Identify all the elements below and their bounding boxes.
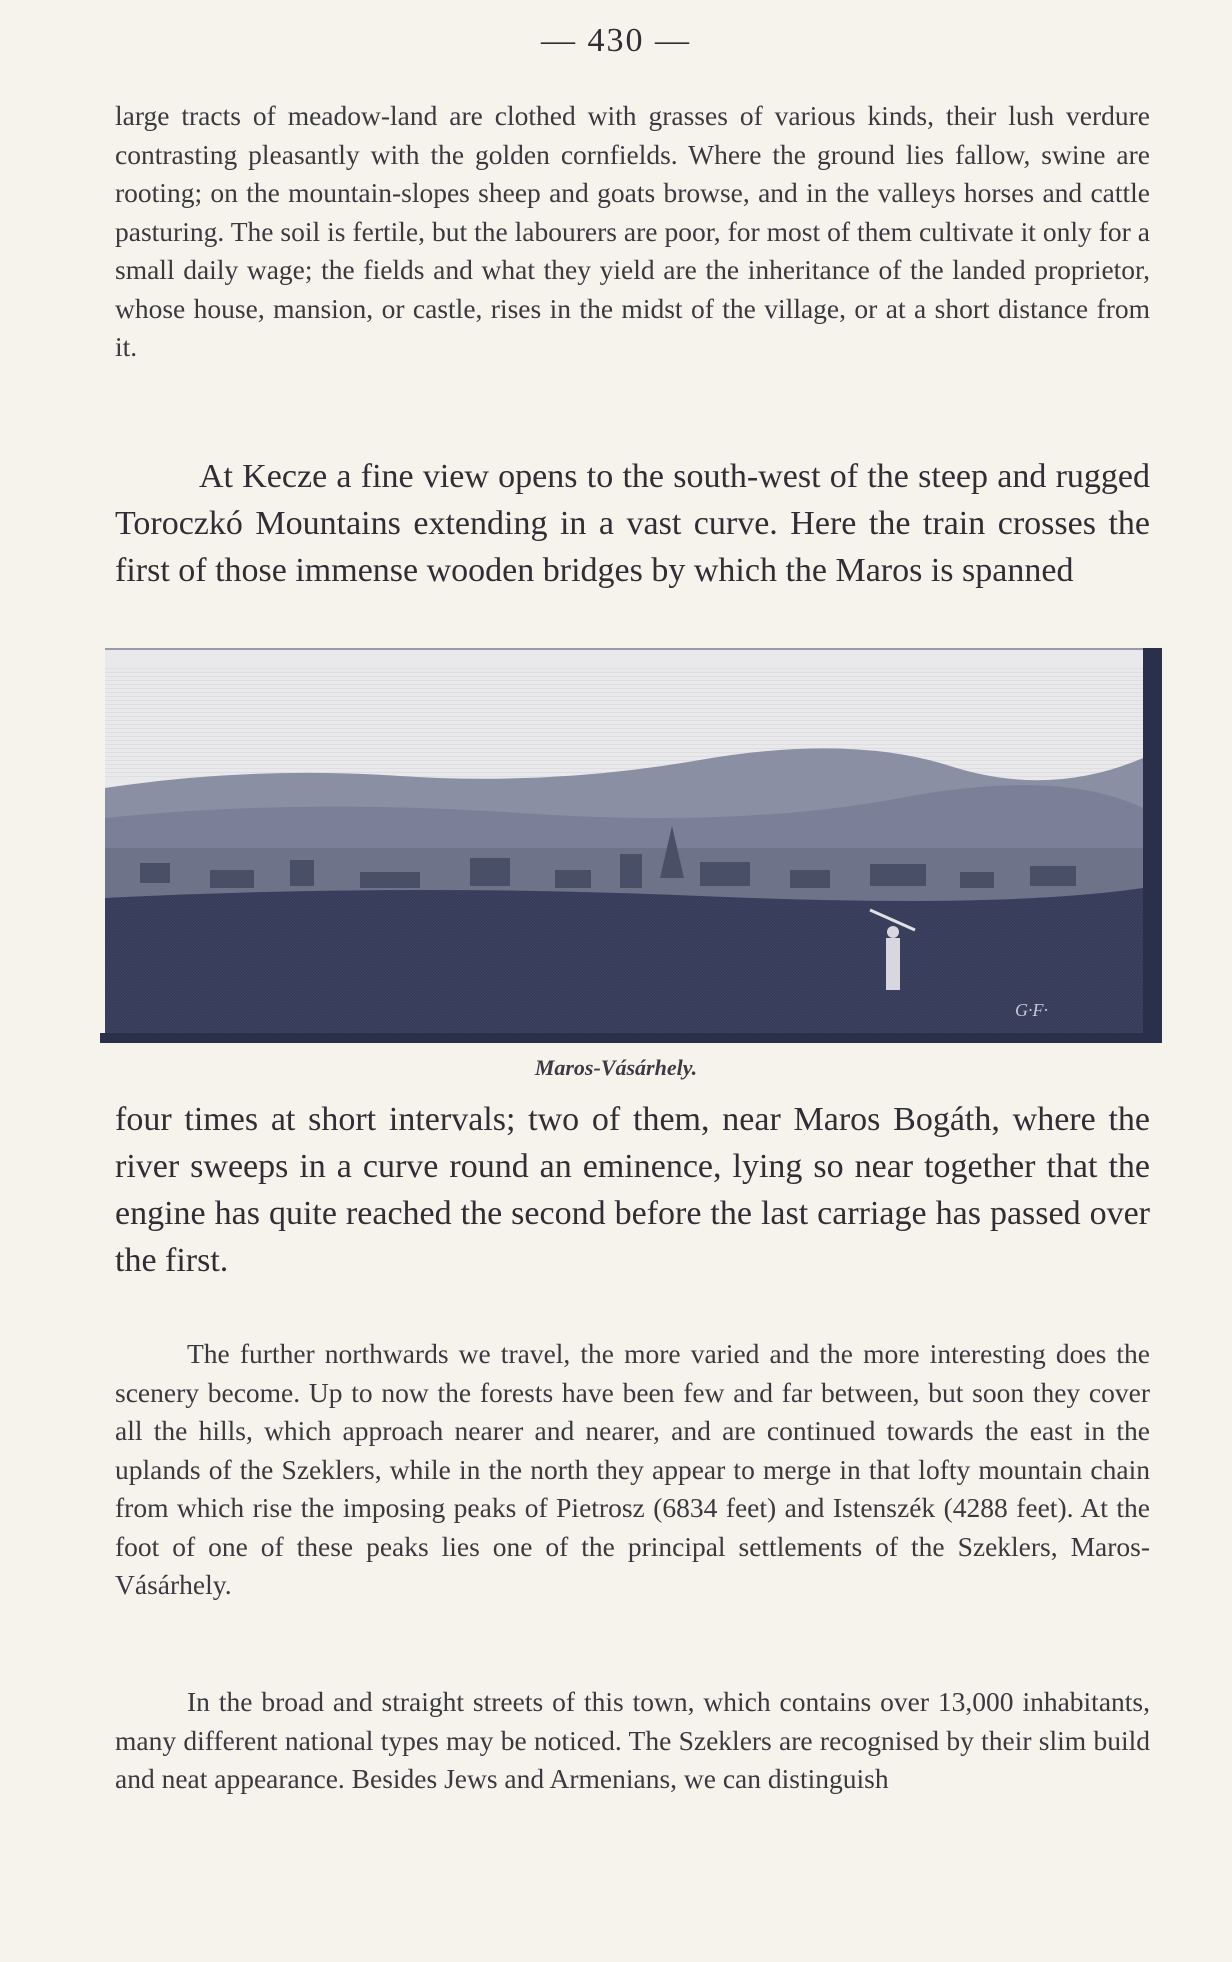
paragraph-four-times [115, 1096, 1150, 1284]
paragraph-text: The further northwards we travel, the more varied and the more interesting does the scenery become. Up to now the forests have been few and far between, but soon they cover all the hills, which approach nearer and nearer, and are continued towards the east in the uplands of the Szeklers, while in the north they appear to merge in that lofty mountain chain from which rise the imposing peaks of Pietrosz (6834 feet) and Istenszék (4288 feet). At the foot of one of these peaks lies one of the principal settlements of the Szeklers, Maros-Vásárhely. [115, 1338, 1150, 1600]
paragraph-text: At Kecze a fine view opens to the south-west of the steep and rugged Toroczkó Mountains extending in a vast curve. Here the train crosses the first of those immense wooden bridges by which the Maros is spanned [115, 458, 1150, 589]
engraving-maros-vasarhely [100, 648, 1162, 1043]
page-number: — 430 — [541, 22, 691, 59]
paragraph-northwards [115, 1335, 1150, 1605]
paragraph-kecze-view [115, 453, 1150, 594]
engraving-illustration [100, 648, 1162, 1043]
figure-caption: Maros-Vásárhely. [534, 1055, 698, 1080]
paragraph-text: four times at short intervals; two of them, near Maros Bogáth, where the river sweeps in a curve round an eminence, lying so near together that the engine has quite reached the second before the last carriage has passed over the first. [115, 1101, 1150, 1279]
paragraph-text: In the broad and straight streets of this town, which contains over 13,000 inhabitants, many different national types may be noticed. The Szeklers are recognised by their slim build and neat appearance. Besides Jews and Armenians, we can distinguish [115, 1686, 1150, 1794]
frame-bottom-border [100, 1033, 1162, 1043]
frame-top-border [105, 648, 1143, 650]
sky-hatching [105, 668, 1143, 778]
paragraph-streets [115, 1683, 1150, 1799]
foreground-hatching [105, 888, 1143, 1033]
paragraph-meadow-land [115, 97, 1150, 367]
frame-right-border [1143, 648, 1162, 1043]
artist-signature: G·F· [1015, 1000, 1048, 1020]
paragraph-text: large tracts of meadow-land are clothed with grasses of various kinds, their lush verdure contrasting pleasantly with the golden cornfields. Where the ground lies fallow, swine are rooting; on the mountain-slopes sheep and goats browse, and in the valleys horses and cattle pasturing. The soil is fertile, but the labourers are poor, for most of them cultivate it only for a small daily wage; the fields and what they yield are the inheritance of the landed proprietor, whose house, mansion, or castle, rises in the midst of the village, or at a short distance from it. [115, 100, 1150, 362]
